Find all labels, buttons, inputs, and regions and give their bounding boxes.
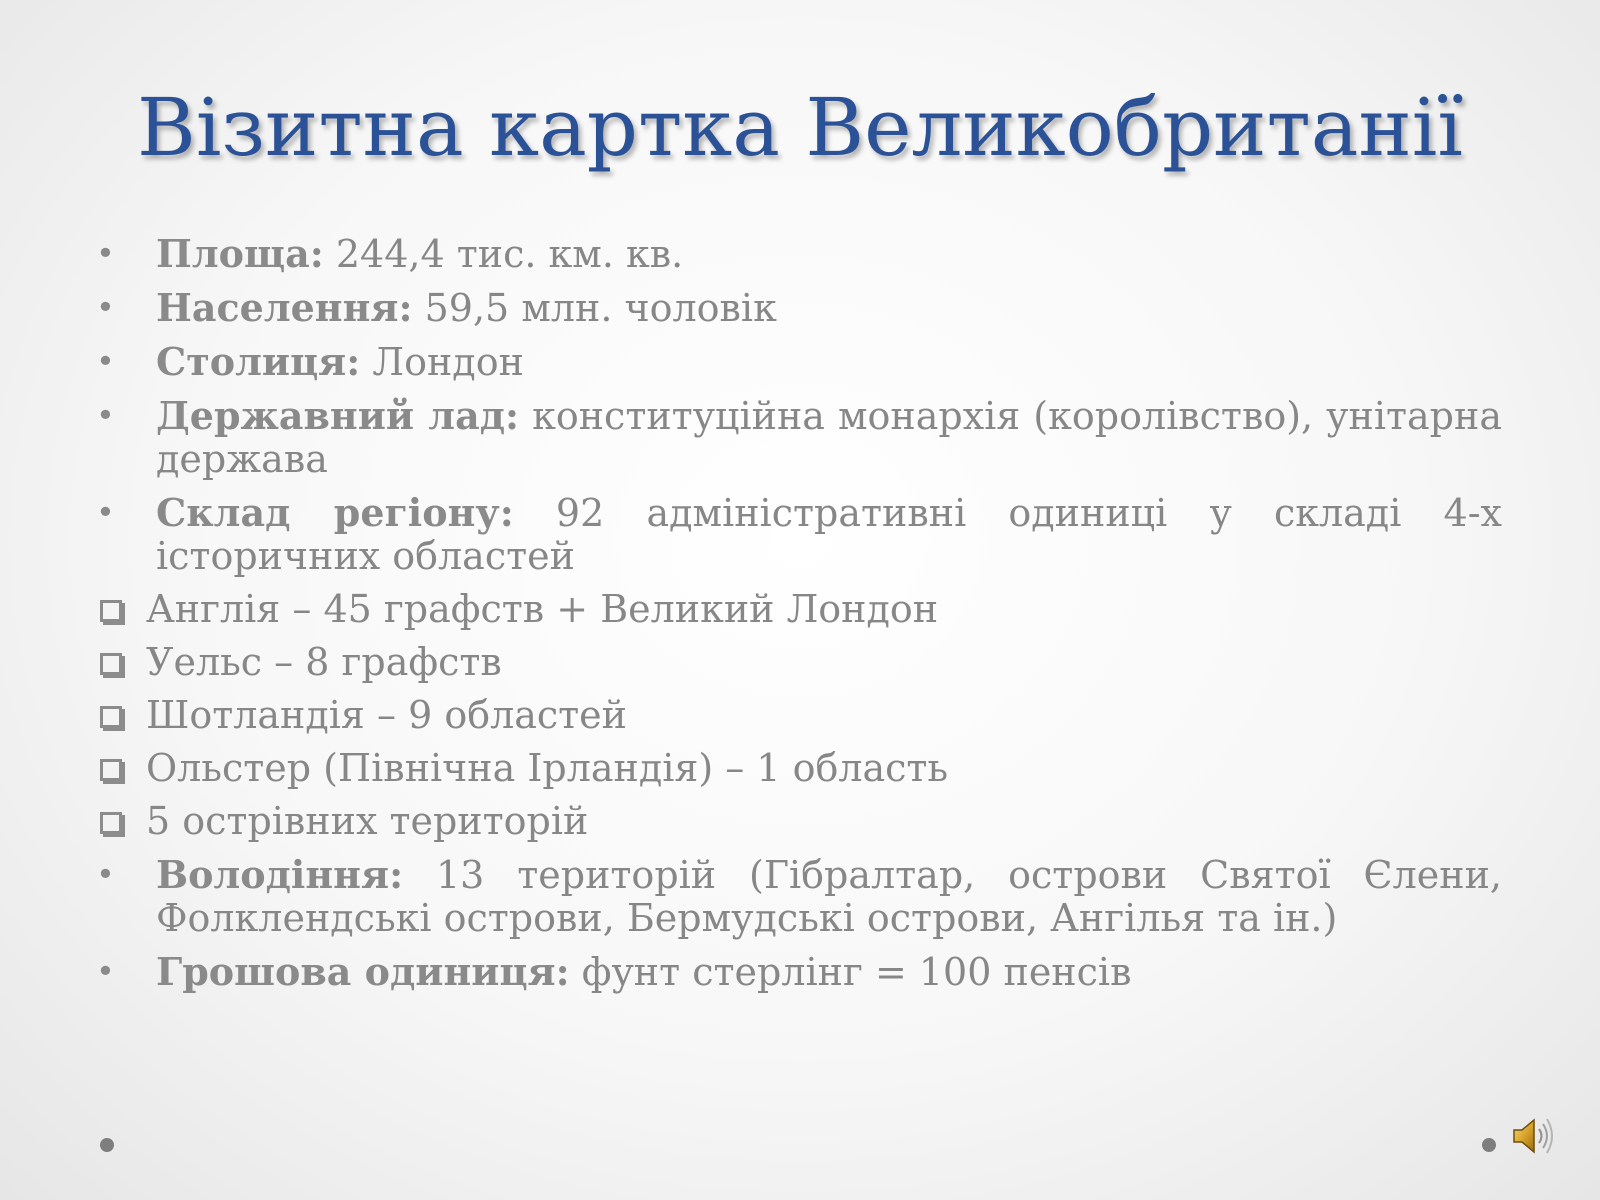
item-label: Володіння: [156,852,404,897]
list-item-area [96,232,1502,276]
bullet-marker: • [96,952,115,990]
item-label: Площа: [156,231,324,276]
item-value: фунт стерлінг = 100 пенсів [569,950,1132,994]
item-value: Уельс – 8 графств [146,640,502,684]
item-label: Столиця: [156,339,361,384]
item-value: 5 острівних територій [146,799,589,843]
checkbox-square-icon [100,600,122,622]
item-value: Англія – 45 графств + Великий Лондон [146,587,939,631]
bullet-marker: • [96,855,115,893]
item-value: Лондон [360,340,524,384]
checkbox-square-icon [100,759,122,781]
bullet-marker: • [96,234,115,272]
item-label: Населення: [156,285,413,330]
list-item-currency [96,950,1502,994]
item-value: конституційна монархія (королівство), унітарна держава [156,394,1502,481]
item-value: 59,5 млн. чоловік [412,286,777,330]
list-item-possessions [96,853,1502,940]
list-item-government [96,394,1502,481]
bullet-marker: • [96,288,115,326]
sublist-item-england [96,588,1502,631]
next-slide-dot[interactable] [1482,1138,1496,1152]
item-value: Ольстер (Північна Ірландія) – 1 область [146,746,949,790]
sublist-item-ulster [96,747,1502,790]
bullet-marker: • [96,396,115,434]
item-value: 244,4 тис. км. кв. [323,232,684,276]
item-value: 13 територій (Гібралтар, острови Святої Єлени, Фолклендські острови, Бермудські острови, Ангілья та ін.) [156,853,1502,940]
item-label: Склад регіону: [156,490,514,535]
bullet-marker: • [96,493,115,531]
slide-content [96,232,1502,1004]
item-label: Державний лад: [156,393,520,438]
bullet-marker: • [96,342,115,380]
item-value: 92 адміністративні одиниці у складі 4-х історичних областей [156,491,1502,578]
list-item-population [96,286,1502,330]
list-item-region [96,491,1502,578]
list-item-capital [96,340,1502,384]
checkbox-square-icon [100,812,122,834]
item-value: Шотландія – 9 областей [146,693,627,737]
slide-title: Візитна картка Великобританії [137,81,1463,174]
sublist-item-scotland [96,694,1502,737]
sublist-item-islands [96,800,1502,843]
checkbox-square-icon [100,706,122,728]
sublist-item-wales [96,641,1502,684]
checkbox-square-icon [100,653,122,675]
previous-slide-dot[interactable] [100,1138,114,1152]
item-label: Грошова одиниця: [156,949,570,994]
speaker-icon[interactable] [1510,1112,1556,1160]
